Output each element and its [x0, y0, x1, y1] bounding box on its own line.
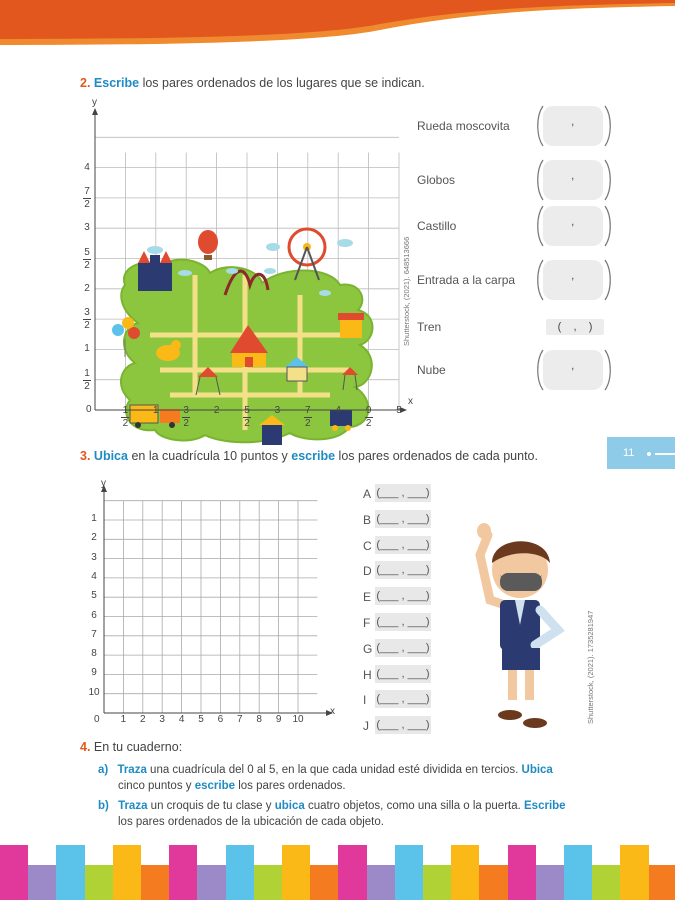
point-letter: D [363, 564, 372, 579]
denominator: 2 [244, 418, 250, 429]
coordinate-answer-field[interactable] [535, 258, 613, 302]
footer-stripe [592, 865, 620, 900]
q3-x-tick: 10 [292, 714, 304, 725]
denominator: 2 [84, 320, 90, 332]
q3-y-axis-label: y [101, 478, 106, 489]
point-coordinate-field[interactable]: (___ , ___) [375, 587, 431, 605]
numerator: 3 [183, 405, 189, 416]
footer-stripe [85, 865, 113, 900]
q2-y-tick: 1 [84, 343, 90, 355]
q3-y-tick: 5 [91, 590, 97, 602]
close-paren-icon [603, 348, 613, 392]
question-3-heading [80, 449, 538, 463]
footer-stripe [113, 845, 141, 900]
close-paren-icon [603, 258, 613, 302]
footer-stripe [197, 865, 225, 900]
numerator: 1 [84, 367, 90, 379]
q3-x-axis-label: x [330, 706, 335, 717]
point-coordinate-field[interactable]: (___ , ___) [375, 484, 431, 502]
item-text: cuatro objetos, como una silla o la puerta. [304, 800, 525, 812]
q3-y-tick: 6 [91, 609, 97, 621]
item-label: a) [98, 764, 109, 776]
q3-x-tick: 8 [256, 714, 262, 725]
comma: , [571, 268, 575, 282]
q2-y-axis-label: y [92, 97, 97, 108]
point-coordinate-field[interactable]: (___ , ___) [375, 665, 431, 683]
q2-x-tick: 4 [335, 405, 341, 416]
question-number: 4. [80, 740, 91, 754]
footer-stripe [254, 865, 282, 900]
keyword: Traza [117, 764, 147, 776]
tab-dot-icon [647, 452, 651, 456]
question-text: los pares ordenados de los lugares que se indican. [139, 76, 425, 90]
q3-y-tick: 10 [88, 686, 100, 698]
place-label: Castillo [417, 219, 457, 233]
page-number-tab [607, 437, 675, 469]
open-paren-icon [535, 104, 545, 148]
close-paren-icon [603, 104, 613, 148]
point-letter: H [363, 667, 372, 682]
point-letter: C [363, 538, 372, 553]
q2-x-tick [300, 405, 316, 429]
item-text: un croquis de tu clase y [147, 800, 275, 812]
footer-stripe [282, 845, 310, 900]
question-4-heading [80, 740, 182, 754]
coordinate-answer-field[interactable] [535, 348, 613, 392]
footer-stripe [367, 865, 395, 900]
footer-stripe [395, 845, 423, 900]
point-letter: J [363, 719, 369, 734]
footer-stripe [423, 865, 451, 900]
open-paren-icon [535, 204, 545, 248]
open-paren-icon [535, 348, 545, 392]
numerator: 7 [305, 405, 311, 416]
coordinate-answer-field[interactable]: ( , ) [546, 319, 604, 335]
footer-stripe [338, 845, 366, 900]
comma: , [571, 114, 575, 128]
keyword: ubica [274, 800, 305, 812]
q2-x-tick [117, 405, 133, 429]
point-coordinate-field[interactable]: (___ , ___) [375, 510, 431, 528]
q2-y-tick [80, 368, 94, 392]
open-paren-icon [535, 258, 545, 302]
q3-y-tick: 2 [91, 532, 97, 544]
footer-stripe [649, 865, 675, 900]
question-2-heading [80, 76, 425, 90]
keyword: Escribe [93, 76, 140, 90]
close-paren-icon [603, 204, 613, 248]
q3-image-credit: Shutterstock, (2021). 1735281947 [586, 610, 595, 724]
question-4a [98, 762, 598, 794]
footer-color-stripes [0, 845, 675, 900]
denominator: 2 [122, 418, 129, 429]
q2-x-axis-label: x [408, 396, 413, 407]
q2-y-tick [80, 307, 94, 331]
footer-stripe [564, 845, 592, 900]
footer-stripe [226, 845, 254, 900]
q2-x-tick: 3 [274, 405, 281, 416]
q3-x-tick: 9 [275, 714, 282, 725]
q2-image-credit: Shutterstock, (2021). 648513666 [402, 236, 411, 346]
hot-air-balloon-icon [198, 230, 218, 260]
q3-x-tick: 3 [159, 714, 165, 725]
denominator: 2 [305, 418, 311, 429]
point-letter: E [363, 590, 372, 605]
amusement-park-grid [0, 95, 420, 445]
footer-stripe [451, 845, 479, 900]
boy-illustration [470, 515, 580, 735]
numerator: 3 [84, 307, 90, 319]
q2-y-tick [80, 186, 94, 210]
q2-x-tick: 2 [213, 405, 220, 416]
footer-stripe [141, 865, 169, 900]
item-label: b) [98, 800, 109, 812]
q3-x-tick: 5 [198, 714, 204, 725]
question-text: en la cuadrícula 10 puntos y [127, 449, 292, 463]
point-coordinate-field[interactable]: (___ , ___) [375, 561, 431, 579]
q2-x-tick [239, 405, 255, 429]
footer-stripe [310, 865, 338, 900]
tab-line [655, 453, 675, 455]
question-text: los pares ordenados de cada punto. [335, 449, 538, 463]
place-label: Rueda moscovita [417, 119, 510, 133]
numerator: 1 [122, 405, 129, 416]
q2-y-tick [80, 247, 94, 271]
q3-y-tick: 7 [91, 628, 97, 640]
q2-x-tick [361, 405, 377, 429]
point-letter: B [363, 512, 372, 527]
denominator: 2 [84, 259, 90, 271]
item-text: cinco puntos y [118, 780, 195, 792]
blank-coordinate-grid[interactable] [0, 480, 345, 725]
point-letter: F [363, 616, 371, 630]
footer-stripe [0, 845, 28, 900]
denominator: 2 [84, 380, 90, 392]
footer-stripe [56, 845, 84, 900]
coordinate-answer-field[interactable] [535, 104, 613, 148]
q2-y-tick: 2 [84, 282, 90, 294]
comma: , [571, 168, 575, 182]
q3-y-tick: 4 [91, 570, 97, 582]
item-text: los pares ordenados. [235, 780, 346, 792]
q2-y-tick: 4 [84, 161, 90, 173]
keyword: escribe [194, 780, 235, 792]
keyword: Ubica [93, 449, 128, 463]
q3-x-tick: 7 [237, 714, 243, 725]
footer-stripe [169, 845, 197, 900]
question-number: 2. [80, 76, 91, 90]
footer-stripe [620, 845, 648, 900]
denominator: 2 [365, 418, 372, 429]
footer-stripe [536, 865, 564, 900]
point-coordinate-field[interactable]: (___ , ___) [375, 536, 431, 554]
open-paren-icon [535, 158, 545, 202]
place-label: Tren [417, 320, 442, 334]
numerator: 9 [365, 405, 372, 416]
q2-origin-label: 0 [86, 404, 92, 415]
footer-stripe [479, 865, 507, 900]
point-coordinate-field[interactable]: (___ , ___) [375, 639, 431, 657]
question-number: 3. [80, 449, 91, 463]
question-text: En tu cuaderno: [93, 740, 183, 754]
point-letter: A [363, 487, 372, 501]
footer-stripe [28, 865, 56, 900]
denominator: 2 [183, 418, 189, 429]
point-coordinate-field[interactable]: (___ , ___) [375, 690, 431, 708]
item-text: los pares ordenados de la ubicación de cada objeto. [118, 816, 384, 828]
q3-x-tick: 4 [178, 714, 185, 725]
q3-y-tick: 8 [91, 648, 97, 660]
keyword: Traza [118, 800, 148, 812]
header-wave-decoration [0, 0, 675, 50]
numerator: 7 [84, 185, 90, 197]
food-stand-icon [338, 313, 364, 338]
q3-y-tick: 9 [91, 667, 97, 679]
keyword: escribe [291, 449, 336, 463]
point-coordinate-field[interactable]: (___ , ___) [375, 716, 431, 734]
page-number: 11 [623, 447, 635, 459]
denominator: 2 [84, 198, 90, 210]
keyword: Ubica [521, 764, 553, 776]
place-label: Nube [417, 363, 446, 377]
numerator: 5 [84, 246, 90, 258]
castle-icon [138, 251, 172, 291]
q3-y-tick: 3 [91, 551, 97, 563]
q2-x-tick [178, 405, 194, 429]
q2-y-tick: 3 [84, 222, 90, 234]
coordinate-answer-field[interactable] [535, 204, 613, 248]
q3-x-tick: 1 [120, 714, 127, 725]
q3-origin-label: 0 [94, 714, 100, 725]
place-label: Globos [417, 173, 456, 187]
q3-y-tick: 1 [91, 513, 97, 524]
keyword: Escribe [524, 800, 566, 812]
close-paren-icon [603, 158, 613, 202]
item-text: una cuadrícula del 0 al 5, en la que cada unidad esté dividida en tercios. [146, 764, 522, 776]
q3-x-tick: 6 [217, 714, 224, 725]
q3-x-tick: 2 [140, 714, 146, 725]
q2-x-tick: 1 [153, 405, 159, 416]
point-letter: I [363, 693, 367, 708]
comma: , [571, 358, 575, 372]
question-4b [98, 798, 598, 830]
point-coordinate-field[interactable]: (___ , ___) [375, 613, 431, 631]
numerator: 5 [244, 405, 250, 416]
place-label: Entrada a la carpa [417, 273, 516, 287]
q2-x-tick: 5 [396, 405, 402, 416]
coordinate-answer-field[interactable] [535, 158, 613, 202]
footer-stripe [508, 845, 536, 900]
comma: , [571, 214, 575, 228]
point-letter: G [363, 641, 373, 656]
